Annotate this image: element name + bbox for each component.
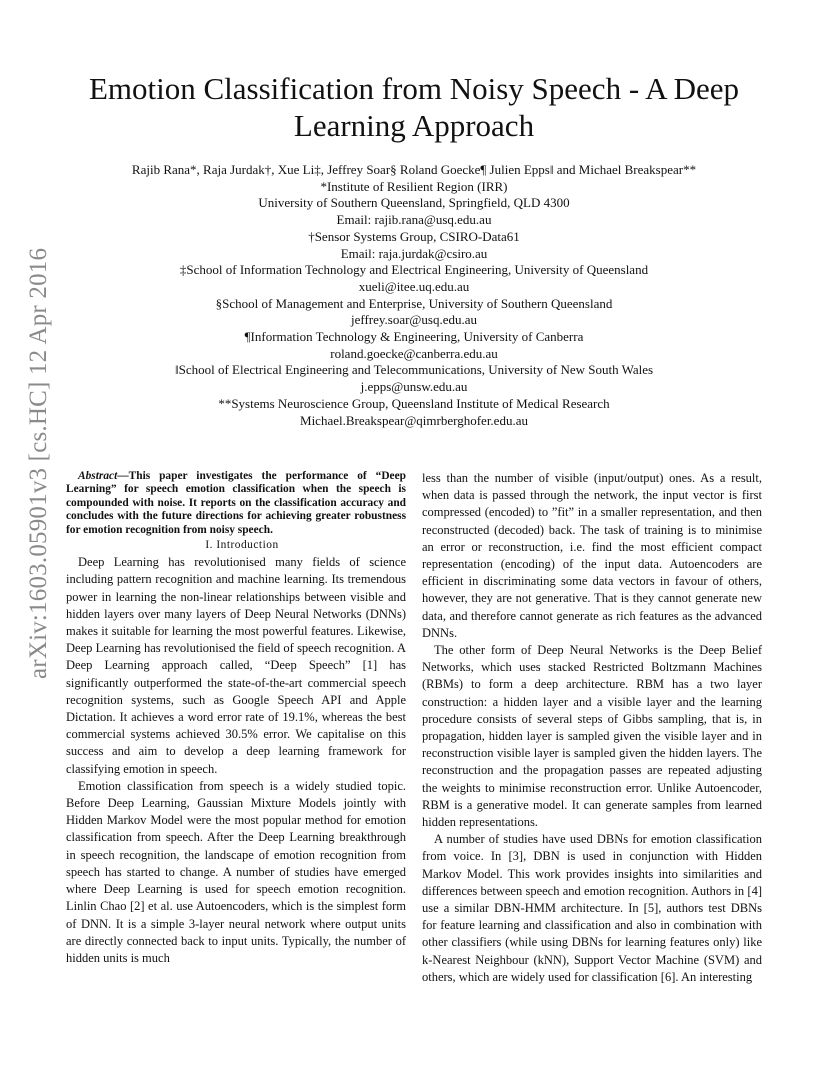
arxiv-side-stamp: arXiv:1603.05901v3 [cs.HC] 12 Apr 2016 <box>25 247 52 679</box>
affiliation-email: Michael.Breakspear@qimrberghofer.edu.au <box>300 412 528 428</box>
left-column <box>66 470 406 967</box>
affiliation-line: ¶Information Technology & Engineering, University of Canberra <box>244 329 584 345</box>
affiliation-email: jeffrey.soar@usq.edu.au <box>350 312 478 328</box>
body-paragraph: A number of studies have used DBNs for emotion classification from voice. In [3], DBN is used in conjunction with Hidden Markov Model. This work provides insights into similarities and differences between speech and emotion recognition. Authors in [4] use a similar DBN-HMM architecture. In [5], authors test DBNs for feature learning and classification and also in combination with other classifiers (while using DBNs for learning features only) like k-Nearest Neighbour (kNN), Support Vector Machine (SVM) and others, which are widely used for classification [6]. An interesting <box>422 832 762 984</box>
affiliation-line: ‡School of Information Technology and Electrical Engineering, University of Queensland <box>179 262 649 278</box>
abstract-lead: Abstract <box>78 470 118 482</box>
body-paragraph: less than the number of visible (input/output) ones. As a result, when data is passed through the network, the input vector is first compressed (encoded) to ”fit” in a smaller representation, and then reconstructed (decoded) back. The task of training is to minimise an error or reconstruction, i.e. find the most efficient compact representation (encoding) of the input data. Autoencoders are efficient in discriminating some data vectors in favour of others, however, they are not generative. That is they cannot generate new data, and therefore cannot generate as rich features as the advanced DNNs. <box>422 471 762 640</box>
abstract-body: —This paper investigates the performance of “Deep Learning” for speech emotion classification when the speech is compounded with noise. It reports on the classification accuracy and concludes with the future directions for achieving greater robustness for emotion recognition from noisy speech. <box>66 470 406 536</box>
abstract <box>66 470 406 537</box>
body-paragraph: The other form of Deep Neural Networks is the Deep Belief Networks, which uses stacked Restricted Boltzmann Machines (RBMs) to form a deep architecture. RBM has a two layer construction: a hidden layer and a visible layer and the learning procedure consists of several steps of Gibbs sampling, that is, in propagation, hidden layer is sampled given the visible layer and in reconstruction visible layer is sampled given the hidden layers. The reconstruction and the propagation passes are repeated adjusting the weights to minimise reconstruction error. Unlike Autoencoder, RBM is a generative model. It can generate samples from learned hidden representations. <box>422 643 762 830</box>
affiliation-line: †Sensor Systems Group, CSIRO-Data61 <box>308 228 520 244</box>
affiliation-email: j.epps@unsw.edu.au <box>360 379 468 395</box>
affiliation-line: ‖School of Electrical Engineering and Telecommunications, University of New South Wales <box>174 362 654 378</box>
section-heading: I. Introduction <box>205 539 279 552</box>
affiliation-email: Email: rajib.rana@usq.edu.au <box>336 212 492 228</box>
affiliation-email: Email: raja.jurdak@csiro.au <box>340 245 488 261</box>
affiliation-line: University of Southern Queensland, Springfield, QLD 4300 <box>258 195 570 211</box>
author-block <box>40 162 788 429</box>
authors-line: Rajib Rana*, Raja Jurdak†, Xue Li‡, Jeffrey Soar§ Roland Goecke¶ Julien Epps‖ and Michael Breakspear** <box>131 162 697 177</box>
affiliation-email: roland.goecke@canberra.edu.au <box>330 345 498 361</box>
affiliation-line: **Systems Neuroscience Group, Queensland Institute of Medical Research <box>218 395 610 411</box>
affiliation-line: §School of Management and Enterprise, University of Southern Queensland <box>215 295 613 311</box>
affiliation-email: xueli@itee.uq.edu.au <box>358 278 470 294</box>
paper-title: Emotion Classification from Noisy Speech - A Deep Learning Approach <box>88 71 740 143</box>
affiliation-line: *Institute of Resilient Region (IRR) <box>320 178 508 194</box>
body-paragraph: Deep Learning has revolutionised many fields of science including pattern recognition and machine learning. Its tremendous power in learning the non-linear relationships between visible and hidden layers over many layers of Deep Neural Networks (DNNs) makes it suitable for learning the most powerful features. Likewise, Deep Learning has revolutionised the field of speech recognition. A Deep Learning approach called, “Deep Speech” [1] has significantly outperformed the state-of-the-art commercial speech recognition systems, such as Google Speech API and Apple Dictation. It achieves a word error rate of 19.1%, whereas the best commercial systems achieved 30.5% error. We capitalise on this success and aim to develop a deep learning framework for classifying emotion in speech. <box>66 555 406 776</box>
body-paragraph: Emotion classification from speech is a widely studied topic. Before Deep Learning, Gaussian Mixture Models jointly with Hidden Markov Model were the most popular method for emotion classification from speech. After the Deep Learning breakthrough in speech recognition, the landscape of emotion recognition from speech has started to change. A number of studies have emerged where Deep Learning is used for speech emotion recognition. Linlin Chao [2] et al. use Autoencoders, which is the simplest form of DNN. It is a simple 3-layer neural network where output units are directly connected back to input units. Typically, the number of hidden units is much <box>66 778 406 965</box>
right-column <box>422 470 762 986</box>
